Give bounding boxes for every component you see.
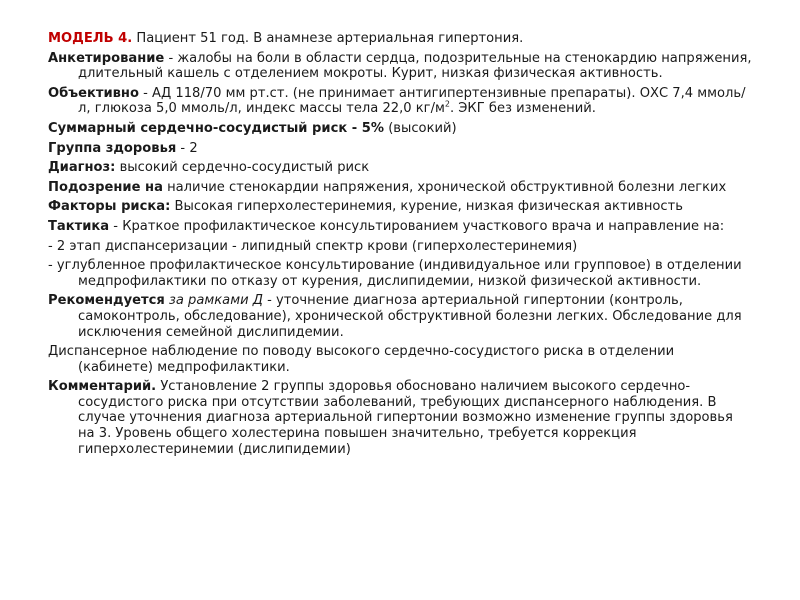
objective-paragraph: [48, 86, 752, 117]
suspicion-paragraph: [48, 180, 752, 196]
health-group-paragraph: [48, 141, 752, 157]
health-group-text: - 2: [176, 140, 198, 156]
diagnosis-paragraph: [48, 160, 752, 176]
dispensary-stage-text: - 2 этап диспансеризации - липидный спектр крови (гиперхолестеринемия): [48, 238, 578, 254]
comment-text: Установление 2 группы здоровья обосновано наличием высокого сердечно-сосудистого риска при отсутствии заболеваний, требующих диспансерного наблюдения. В случае уточнения диагноза артериальной гипертонии возможно изменение группы здоровья на 3. Уровень общего холестерина повышен значительно, требуется коррекция гиперхолестеринемии (дислипидемии): [78, 379, 733, 457]
tactics-paragraph: [48, 219, 752, 235]
dispensary-observation-text: Диспансерное наблюдение по поводу высокого сердечно-сосудистого риска в отделении (кабинете) медпрофилактики.: [48, 344, 675, 375]
dispensary-stage-item: [48, 239, 752, 255]
objective-text: - АД 118/70 мм рт.ст. (не принимает антигипертензивные препараты). ОХС 7,4 ммоль/л, глюкоза 5,0 ммоль/л, индекс массы тела 22,0 кг/м: [78, 85, 746, 117]
suspicion-label: Подозрение на: [48, 179, 163, 195]
recommendation-label: Рекомендуется: [48, 293, 165, 309]
model-title-text: Пациент 51 год. В анамнезе артериальная гипертония.: [132, 31, 524, 46]
health-group-label: Группа здоровья: [48, 140, 177, 156]
counseling-item: [48, 258, 752, 289]
questionnaire-paragraph: [48, 51, 752, 82]
tactics-label: Тактика: [48, 218, 110, 234]
comment-paragraph: [48, 379, 752, 457]
questionnaire-label: Анкетирование: [48, 50, 165, 66]
recommendation-paragraph: [48, 293, 752, 340]
comment-label: Комментарий.: [48, 379, 157, 395]
objective-superscript: 2: [444, 100, 450, 110]
suspicion-text: наличие стенокардии напряжения, хронической обструктивной болезни легких: [162, 179, 727, 195]
risk-factors-text: Высокая гиперхолестеринемия, курение, низкая физическая активность: [170, 199, 683, 215]
model-title: [48, 31, 752, 47]
recommendation-italic: за рамками Д: [164, 293, 263, 309]
diagnosis-label: Диагноз:: [48, 160, 116, 176]
total-risk-label: Суммарный сердечно-сосудистый риск - 5%: [48, 120, 385, 136]
model-title-label: МОДЕЛЬ 4.: [48, 31, 133, 46]
tactics-text: - Краткое профилактическое консультированием участкового врача и направление на:: [109, 218, 725, 234]
counseling-text: - углубленное профилактическое консультирование (индивидуальное или групповое) в отделении медпрофилактики по отказу от курения, дислипидемии, низкой физической активности.: [48, 258, 742, 289]
dispensary-observation-paragraph: [48, 344, 752, 375]
recommendation-text: - уточнение диагноза артериальной гипертонии (контроль, самоконтроль, обследование), хронической обструктивной болезни легких. Обследование для исключения семейной дислипидемии.: [78, 293, 742, 340]
total-risk-paragraph: [48, 121, 752, 137]
objective-label: Объективно: [48, 85, 139, 101]
total-risk-text: (высокий): [384, 120, 457, 136]
risk-factors-paragraph: [48, 199, 752, 215]
risk-factors-label: Факторы риска:: [48, 199, 171, 215]
objective-text-end: . ЭКГ без изменений.: [449, 101, 596, 117]
questionnaire-text: - жалобы на боли в области сердца, подозрительные на стенокардию напряжения, длительный кашель с отделением мокроты. Курит, низкая физическая активность.: [78, 50, 752, 82]
diagnosis-text: высокий сердечно-сосудистый риск: [115, 160, 370, 176]
